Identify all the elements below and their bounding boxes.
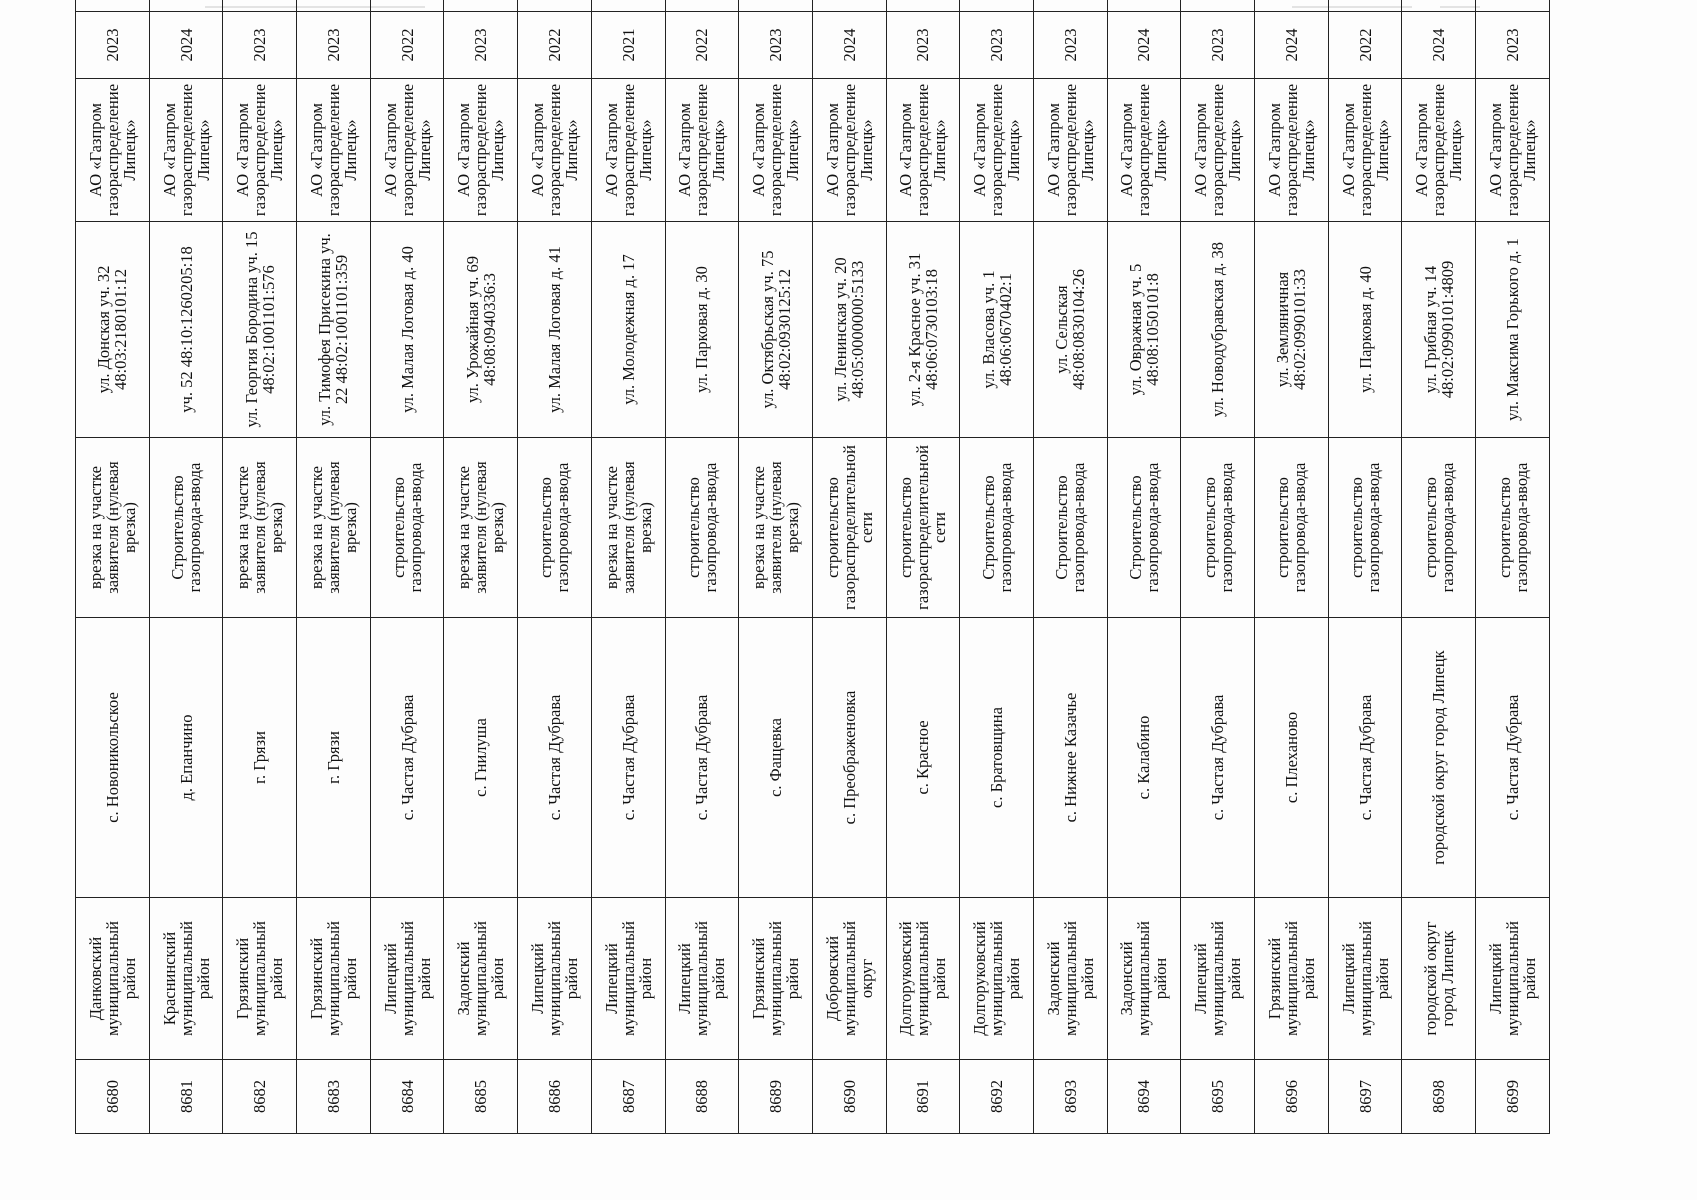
row-number: 8682	[223, 1060, 297, 1134]
year-cell: 2024	[812, 12, 886, 79]
table-row	[149, 0, 223, 1134]
district-cell: Липецкий муниципальный район	[518, 898, 592, 1060]
district-cell: Грязинский муниципальный район	[223, 898, 297, 1060]
row-number: 8694	[1107, 1060, 1181, 1134]
district-cell: Липецкий муниципальный район	[370, 898, 444, 1060]
organization-cell: АО «Газпром газораспределение Липецк»	[739, 79, 813, 222]
row-number: 8697	[1328, 1060, 1402, 1134]
locality-cell: с. Фащевка	[739, 618, 813, 898]
month-cell	[591, 0, 665, 12]
year-cell: 2022	[370, 12, 444, 79]
row-number: 8688	[665, 1060, 739, 1134]
month-cell	[518, 0, 592, 12]
locality-cell: д. Епанчино	[149, 618, 223, 898]
work-type-cell: врезка на участке заявителя (нулевая врезка)	[739, 438, 813, 618]
row-number: 8698	[1402, 1060, 1476, 1134]
district-cell: Добровский муниципальный округ	[812, 898, 886, 1060]
address-cell: ул. Максима Горького д. 1	[1476, 222, 1550, 438]
table-row	[223, 0, 297, 1134]
address-cell: ул. Георгия Бородина уч. 15 48:02:1001101:576	[223, 222, 297, 438]
month-cell	[297, 0, 371, 12]
address-cell: ул. 2-я Красное уч. 31 48:06:0730103:18	[886, 222, 960, 438]
work-type-cell: Строительство газопровода-ввода	[149, 438, 223, 618]
district-cell: Грязинский муниципальный район	[297, 898, 371, 1060]
address-cell: ул. Молодежная д. 17	[591, 222, 665, 438]
table-row	[812, 0, 886, 1134]
year-cell: 2023	[1476, 12, 1550, 79]
table-row	[1107, 0, 1181, 1134]
locality-cell: с. Плеханово	[1255, 618, 1329, 898]
work-type-cell: строительство газопровода-ввода	[665, 438, 739, 618]
row-number: 8683	[297, 1060, 371, 1134]
organization-cell: АО «Газпром газораспределение Липецк»	[370, 79, 444, 222]
district-cell: Липецкий муниципальный район	[1181, 898, 1255, 1060]
organization-cell: АО «Газпром газораспределение Липецк»	[591, 79, 665, 222]
row-number: 8699	[1476, 1060, 1550, 1134]
district-cell: городской округ город Липецк	[1402, 898, 1476, 1060]
year-cell: 2022	[665, 12, 739, 79]
district-cell: Липецкий муниципальный район	[1476, 898, 1550, 1060]
district-cell: Липецкий муниципальный район	[665, 898, 739, 1060]
organization-cell: АО «Газпром газораспределение Липецк»	[812, 79, 886, 222]
year-cell: 2023	[76, 12, 150, 79]
organization-cell: АО «Газпром газораспределение Липецк»	[76, 79, 150, 222]
organization-cell: АО «Газпром газораспределение Липецк»	[665, 79, 739, 222]
work-type-cell: строительство газораспределительной сети	[812, 438, 886, 618]
table-row	[76, 0, 150, 1134]
row-number: 8693	[1033, 1060, 1107, 1134]
locality-cell: с. Красное	[886, 618, 960, 898]
locality-cell: с. Частая Дубрава	[1476, 618, 1550, 898]
locality-cell: г. Грязи	[223, 618, 297, 898]
month-cell	[886, 0, 960, 12]
table-row	[665, 0, 739, 1134]
table-row	[1033, 0, 1107, 1134]
row-number: 8689	[739, 1060, 813, 1134]
month-cell	[1107, 0, 1181, 12]
work-type-cell: врезка на участке заявителя (нулевая врезка)	[591, 438, 665, 618]
organization-cell: АО «Газпром газораспределение Липецк»	[149, 79, 223, 222]
locality-cell: с. Братовщина	[960, 618, 1034, 898]
organization-cell: АО «Газпром газораспределение Липецк»	[223, 79, 297, 222]
year-cell: 2022	[1328, 12, 1402, 79]
year-cell: 2023	[960, 12, 1034, 79]
locality-cell: с. Частая Дубрава	[1181, 618, 1255, 898]
organization-cell: АО «Газпром газораспределение Липецк»	[886, 79, 960, 222]
organization-cell: АО «Газпром газораспределение Липецк»	[518, 79, 592, 222]
row-number: 8690	[812, 1060, 886, 1134]
district-cell: Задонский муниципальный район	[1033, 898, 1107, 1060]
month-cell	[665, 0, 739, 12]
address-cell: ул. Ленинская уч. 20 48:05:0000000:5133	[812, 222, 886, 438]
locality-cell: с. Гнилуша	[444, 618, 518, 898]
district-cell: Грязинский муниципальный район	[739, 898, 813, 1060]
row-number: 8681	[149, 1060, 223, 1134]
district-cell: Краснинский муниципальный район	[149, 898, 223, 1060]
table-row	[1328, 0, 1402, 1134]
row-number: 8692	[960, 1060, 1034, 1134]
row-number: 8691	[886, 1060, 960, 1134]
year-cell: 2024	[149, 12, 223, 79]
organization-cell: АО «Газпром газораспределение Липецк»	[960, 79, 1034, 222]
address-cell: ул. Парковая д. 40	[1328, 222, 1402, 438]
row-number: 8686	[518, 1060, 592, 1134]
district-cell: Данковский муниципальный район	[76, 898, 150, 1060]
year-cell: 2023	[1033, 12, 1107, 79]
work-type-cell: врезка на участке заявителя (нулевая врезка)	[444, 438, 518, 618]
table-row	[739, 0, 813, 1134]
month-cell	[960, 0, 1034, 12]
month-cell	[739, 0, 813, 12]
month-cell	[1033, 0, 1107, 12]
locality-cell: с. Новоникольское	[76, 618, 150, 898]
month-cell	[444, 0, 518, 12]
organization-cell: АО «Газпром газораспределение Липецк»	[1255, 79, 1329, 222]
month-cell	[1255, 0, 1329, 12]
table-row	[444, 0, 518, 1134]
locality-cell: с. Частая Дубрава	[591, 618, 665, 898]
year-cell: 2021	[591, 12, 665, 79]
organization-cell: АО «Газпром газораспределение Липецк»	[444, 79, 518, 222]
table-row	[1476, 0, 1550, 1134]
work-type-cell: строительство газопровода-ввода	[1181, 438, 1255, 618]
locality-cell: с. Частая Дубрава	[518, 618, 592, 898]
work-type-cell: Строительство газопровода-ввода	[1107, 438, 1181, 618]
month-cell	[76, 0, 150, 12]
address-cell: ул. Овражная уч. 5 48:08:1050101:8	[1107, 222, 1181, 438]
locality-cell: с. Частая Дубрава	[370, 618, 444, 898]
table-row	[591, 0, 665, 1134]
table-row	[297, 0, 371, 1134]
table-row	[1181, 0, 1255, 1134]
year-cell: 2022	[518, 12, 592, 79]
address-cell: ул. Урожайная уч. 69 48:08:0940336:3	[444, 222, 518, 438]
address-cell: ул. Новодубравская д. 38	[1181, 222, 1255, 438]
district-cell: Долгоруковский муниципальный район	[960, 898, 1034, 1060]
locality-cell: с. Частая Дубрава	[665, 618, 739, 898]
address-cell: ул. Октябрьская уч. 75 48:02:0930125:12	[739, 222, 813, 438]
work-type-cell: врезка на участке заявителя (нулевая врезка)	[223, 438, 297, 618]
month-cell	[812, 0, 886, 12]
locality-cell: с. Частая Дубрава	[1328, 618, 1402, 898]
work-type-cell: врезка на участке заявителя (нулевая врезка)	[297, 438, 371, 618]
year-cell: 2024	[1402, 12, 1476, 79]
month-cell	[1181, 0, 1255, 12]
month-cell	[370, 0, 444, 12]
locality-cell: с. Преображеновка	[812, 618, 886, 898]
work-type-cell: строительство газораспределительной сети	[886, 438, 960, 618]
organization-cell: АО «Газпром газораспределение Липецк»	[1033, 79, 1107, 222]
year-cell: 2024	[1107, 12, 1181, 79]
table-body	[76, 0, 1550, 1134]
month-cell	[1328, 0, 1402, 12]
row-number: 8684	[370, 1060, 444, 1134]
work-type-cell: строительство газопровода-ввода	[1402, 438, 1476, 618]
table-row	[960, 0, 1034, 1134]
table-row	[1255, 0, 1329, 1134]
rotated-table-content	[75, 28, 1550, 1134]
work-type-cell: Строительство газопровода-ввода	[1033, 438, 1107, 618]
month-cell	[223, 0, 297, 12]
row-number: 8696	[1255, 1060, 1329, 1134]
district-cell: Задонский муниципальный район	[1107, 898, 1181, 1060]
address-cell: ул. Сельская 48:08:0830104:26	[1033, 222, 1107, 438]
table-row	[1402, 0, 1476, 1134]
locality-cell: г. Грязи	[297, 618, 371, 898]
district-cell: Грязинский муниципальный район	[1255, 898, 1329, 1060]
row-number: 8680	[76, 1060, 150, 1134]
work-type-cell: строительство газопровода-ввода	[1255, 438, 1329, 618]
address-cell: ул. Грибная уч. 14 48:02:0990101:4809	[1402, 222, 1476, 438]
row-number: 8695	[1181, 1060, 1255, 1134]
organization-cell: АО «Газпром газораспределение Липецк»	[1476, 79, 1550, 222]
address-cell: ул. Парковая д. 30	[665, 222, 739, 438]
work-type-cell: строительство газопровода-ввода	[1476, 438, 1550, 618]
address-cell: ул. Малая Логовая д. 40	[370, 222, 444, 438]
organization-cell: АО «Газпром газораспределение Липецк»	[1181, 79, 1255, 222]
table-row	[370, 0, 444, 1134]
work-type-cell: Строительство газопровода-ввода	[960, 438, 1034, 618]
district-cell: Долгоруковский муниципальный район	[886, 898, 960, 1060]
year-cell: 2023	[223, 12, 297, 79]
work-type-cell: строительство газопровода-ввода	[1328, 438, 1402, 618]
rotated-table-frame	[75, 28, 1550, 1134]
address-cell: ул. Власова уч. 1 48:06:0670402:1	[960, 222, 1034, 438]
address-cell: уч. 52 48:10:1260205:18	[149, 222, 223, 438]
table-row	[886, 0, 960, 1134]
locality-cell: городской округ город Липецк	[1402, 618, 1476, 898]
district-cell: Липецкий муниципальный район	[591, 898, 665, 1060]
locality-cell: с. Калабино	[1107, 618, 1181, 898]
district-cell: Задонский муниципальный район	[444, 898, 518, 1060]
district-cell: Липецкий муниципальный район	[1328, 898, 1402, 1060]
year-cell: 2023	[297, 12, 371, 79]
locality-cell: с. Нижнее Казачье	[1033, 618, 1107, 898]
address-cell: ул. Малая Логовая д. 41	[518, 222, 592, 438]
work-type-cell: строительство газопровода-ввода	[518, 438, 592, 618]
organization-cell: АО «Газпром газораспределение Липецк»	[1328, 79, 1402, 222]
gasification-table	[75, 0, 1550, 1134]
work-type-cell: врезка на участке заявителя (нулевая врезка)	[76, 438, 150, 618]
row-number: 8687	[591, 1060, 665, 1134]
year-cell: 2024	[1255, 12, 1329, 79]
year-cell: 2023	[739, 12, 813, 79]
organization-cell: АО «Газпром газораспределение Липецк»	[1402, 79, 1476, 222]
table-row	[518, 0, 592, 1134]
address-cell: ул. Тимофея Присекина уч. 22 48:02:1001101:359	[297, 222, 371, 438]
organization-cell: АО «Газпром газораспределение Липецк»	[1107, 79, 1181, 222]
organization-cell: АО «Газпром газораспределение Липецк»	[297, 79, 371, 222]
address-cell: ул. Донская уч. 32 48:03:2180101:12	[76, 222, 150, 438]
year-cell: 2023	[1181, 12, 1255, 79]
month-cell	[149, 0, 223, 12]
row-number: 8685	[444, 1060, 518, 1134]
month-cell	[1476, 0, 1550, 12]
address-cell: ул. Земляничная 48:02:0990101:33	[1255, 222, 1329, 438]
work-type-cell: строительство газопровода-ввода	[370, 438, 444, 618]
year-cell: 2023	[886, 12, 960, 79]
month-cell	[1402, 0, 1476, 12]
year-cell: 2023	[444, 12, 518, 79]
